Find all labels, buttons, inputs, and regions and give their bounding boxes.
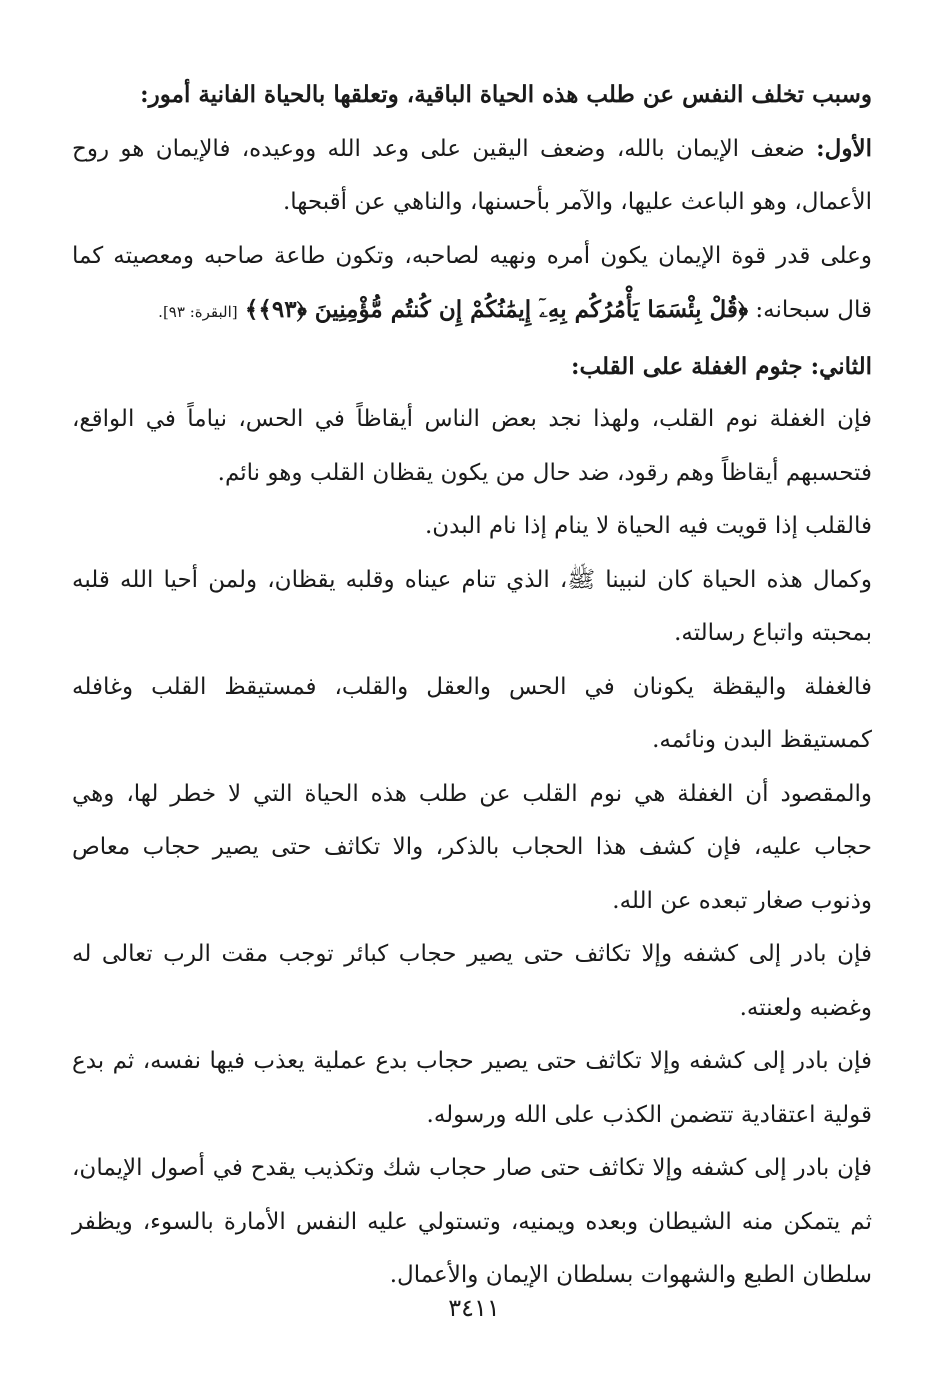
paragraph: وكمال هذه الحياة كان لنبينا ﷺ، الذي تنام عيناه وقلبه يقظان، ولمن أحيا الله قلبه بمحبته واتباع رسالته. [72,566,872,646]
paragraph: فالقلب إذا قويت فيه الحياة لا ينام إذا نام البدن. [424,513,872,539]
paragraph: فإن بادر إلى كشفه وإلا تكاثف حتى يصير حجاب بدع عملية يعذب فيها نفسه، ثم بدع قولية اعتقادية تتضمن الكذب على الله ورسوله. [72,1048,872,1128]
page-body [72,68,872,1303]
paragraph: فإن بادر إلى كشفه وإلا تكاثف حتى يصير حجاب كبائر توجب مقت الرب تعالى له وغضبه ولعنته. [72,941,872,1021]
second-reason-heading: الثاني: جثوم الغفلة على القلب: [570,352,872,380]
faith-paragraph [72,230,872,340]
paragraph: والمقصود أن الغفلة هي نوم القلب عن طلب هذه الحياة التي لا خطر لها، وهي حجاب عليه، فإن كشف هذا الحجاب بالذكر، والا تكاثف حتى يصير حجاب معاص وذنوب صغار تبعده عن الله. [72,780,872,914]
faith-text: وعلى قدر قوة الإيمان يكون أمره ونهيه لصاحبه، وتكون طاعة صاحبه ومعصيته كما قال سبحانه: [72,242,872,323]
quran-verse: ﴿قُلْ بِئْسَمَا يَأْمُرُكُم بِهِۦٓ إِيمَٰنُكُمْ إِن كُنتُم مُّؤْمِنِينَ ﴿٩٣﴾﴾ [244,296,749,323]
paragraph: فإن الغفلة نوم القلب، ولهذا نجد بعض الناس أيقاظاً في الحس، نياماً في الواقع، فتحسبهم أيقاظاً وهم رقود، ضد حال من يكون يقظان القلب وهو نائم. [72,406,872,486]
paragraph: فإن بادر إلى كشفه وإلا تكاثف حتى صار حجاب شك وتكذيب يقدح في أصول الإيمان، ثم يتمكن منه الشيطان وبعده ويمنيه، وتستولي عليه النفس الأمارة بالسوء، ويظفر سلطان الطبع والشهوات بسلطان الإيمان والأعمال. [72,1155,872,1288]
first-reason-text: ضعف الإيمان بالله، وضعف اليقين على وعد الله ووعيده، فالإيمان هو روح الأعمال، وهو الباعث عليها، والآمر بأحسنها، والناهي عن أقبحها. [72,135,872,215]
paragraph: فالغفلة واليقظة يكونان في الحس والعقل والقلب، فمستيقظ القلب وغافله كمستيقظ البدن ونائمه. [72,673,872,753]
first-reason-paragraph [72,122,872,230]
first-reason-label: الأول: [816,134,872,162]
intro-heading: وسبب تخلف النفس عن طلب هذه الحياة الباقية، وتعلقها بالحياة الفانية أمور: [140,81,872,108]
page-number: ٣٤١١ [448,1294,500,1322]
verse-reference: [البقرة: ٩٣]. [158,303,238,321]
